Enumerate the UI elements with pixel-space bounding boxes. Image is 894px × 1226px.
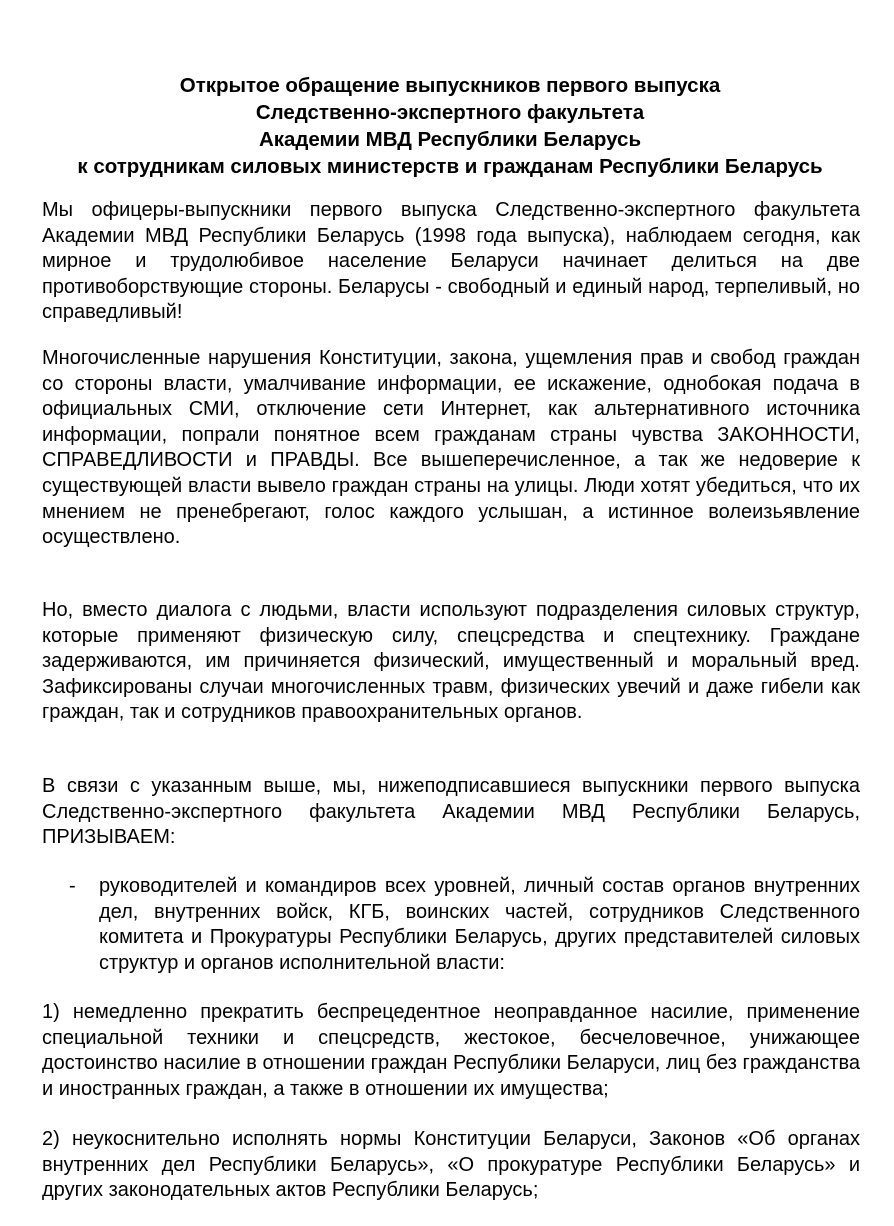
bullet-dash: - <box>69 875 76 897</box>
bullet-text: руководителей и командиров всех уровней, личный состав органов внутренних дел, внутренних войск, КГБ, воинских частей, сотрудников Следственного комитета и Прокуратуры Республики Беларусь, других представителей силовых структур и органов исполнительной власти: <box>99 875 860 974</box>
paragraph-3: Но, вместо диалога с людьми, власти используют подразделения силовых структур, которые применяют физическую силу, спецсредства и спецтехнику. Граждане задерживаются, им причиняется физический, имущественный и моральный вред. Зафиксированы случаи многочисленных травм, физических увечий и даже гибели как граждан, так и сотрудников правоохранительных органов. <box>42 599 860 724</box>
paragraph-1: Мы офицеры-выпускники первого выпуска Следственно-экспертного факультета Академии МВД Республики Беларусь (1998 года выпуска), наблюдаем сегодня, как мирное и трудолюбивое население Беларуси начинает делиться на две противоборствующие стороны. Беларусы - свободный и единый народ, терпеливый, но справедливый! <box>42 199 860 324</box>
document-title <box>40 72 860 180</box>
title-line-3: Академии МВД Республики Беларусь <box>258 128 642 151</box>
title-line-4: к сотрудникам силовых министерств и гражданам Республики Беларусь <box>77 155 823 178</box>
paragraph-2: Многочисленные нарушения Конституции, закона, ущемления прав и свобод граждан со стороны власти, умалчивание информации, ее искажение, однобокая подача в официальных СМИ, отключение сети Интернет, как альтернативного источника информации, попрали понятное всем гражданам страны чувства ЗАКОННОСТИ, СПРАВЕДЛИВОСТИ и ПРАВДЫ. Все вышеперечисленное, а так же недоверие к существующей власти вывело граждан страны на улицы. Люди хотят убедиться, что их мнением не пренебрегают, голос каждого услышан, а истинное волеизьявление осуществлено. <box>42 347 860 549</box>
title-line-2: Следственно-экспертного факультета <box>255 101 645 124</box>
title-line-1: Открытое обращение выпускников первого выпуска <box>179 74 721 97</box>
bullet-item <box>42 874 860 976</box>
paragraph-4: В связи с указанным выше, мы, нижеподписавшиеся выпускники первого выпуска Следственно-экспертного факультета Академии МВД Республики Беларусь, ПРИЗЫВАЕМ: <box>42 775 860 849</box>
numbered-item-2: 2) неукоснительно исполнять нормы Конституции Беларуси, Законов «Об органах внутренних дел Республики Беларусь», «О прокуратуре Республики Беларусь» и других законодательных актов Республики Беларусь; <box>42 1128 860 1202</box>
numbered-item-1: 1) немедленно прекратить беспрецедентное неоправданное насилие, применение специальной техники и спецсредств, жестокое, бесчеловечное, унижающее достоинство насилие в отношении граждан Республики Беларуси, лиц без гражданства и иностранных граждан, а также в отношении их имущества; <box>42 1001 860 1100</box>
